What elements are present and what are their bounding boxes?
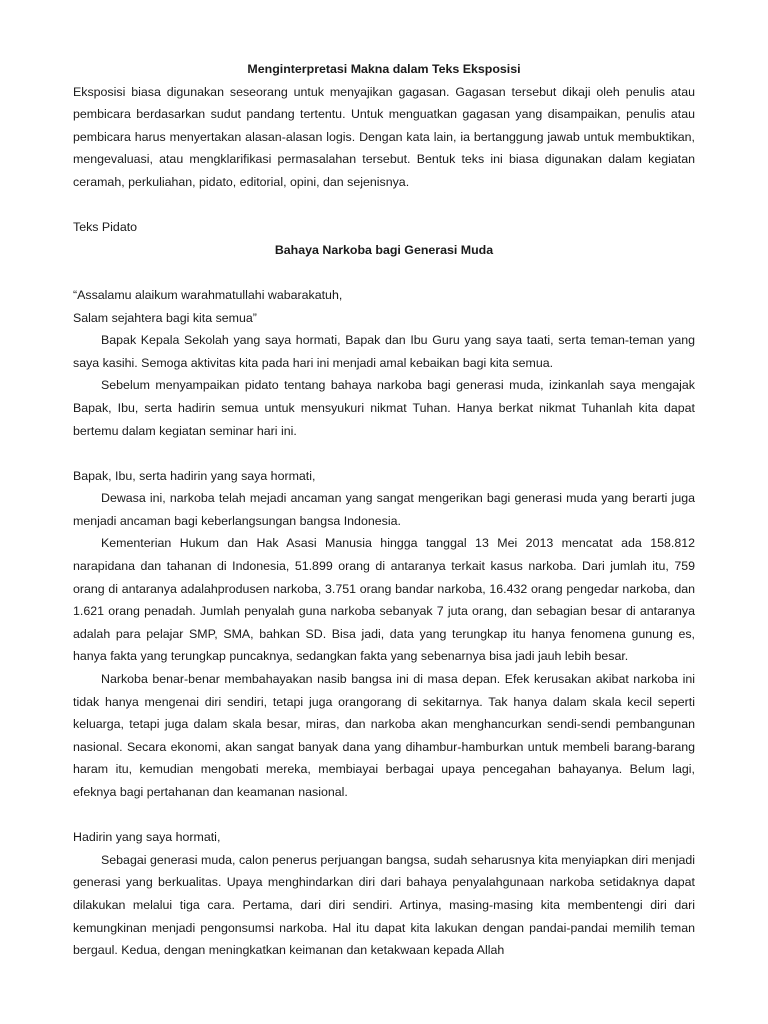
speech-paragraph-5: Narkoba benar-benar membahayakan nasib bangsa ini di masa depan. Efek kerusakan akibat narkoba ini tidak hanya mengenai diri sendiri, tetapi juga orangorang di sekitarnya. Tak hanya dalam skala kecil seperti keluarga, tetapi juga dalam skala besar, miras, dan narkoba akan menghancurkan sendi-sendi pembangunan nasional. Secara ekonomi, akan sangat banyak dana yang dihambur-hamburkan untuk membeli barang-barang haram itu, kemudian mengobati mereka, membiayai berbagai upaya pencegahan bahayanya. Belum lagi, efeknya bagi pertahanan dan keamanan nasional. — [73, 672, 695, 799]
speech-paragraph-6: Sebagai generasi muda, calon penerus perjuangan bangsa, sudah seharusnya kita menyiapkan diri menjadi generasi yang berkualitas. Upaya menghindarkan diri dari bahaya penyalahgunaan narkoba setidaknya dapat dilakukan melalui tiga cara. Pertama, dari diri sendiri. Artinya, masing-masing kita membentengi diri dari kemungkinan menjadi pengonsumsi narkoba. Hal itu dapat kita lakukan dengan pandai-pandai memilih teman bergaul. Kedua, dengan meningkatkan keimanan dan ketakwaan kepada Allah — [73, 852, 695, 958]
spacer — [73, 442, 695, 465]
spacer — [73, 804, 695, 827]
document-title: Menginterpretasi Makna dalam Teks Eksposisi — [247, 62, 521, 76]
spacer — [73, 194, 695, 217]
address-line-1: Bapak, Ibu, serta hadirin yang saya hormati, — [73, 468, 316, 483]
speech-paragraph-2: Sebelum menyampaikan pidato tentang bahaya narkoba bagi generasi muda, izinkanlah saya mengajak Bapak, Ibu, serta hadirin semua untuk mensyukuri nikmat Tuhan. Hanya berkat nikmat Tuhanlah kita dapat bertemu dalam kegiatan seminar hari ini. — [73, 378, 695, 438]
spacer — [73, 261, 695, 284]
greeting-line-2: Salam sejahtera bagi kita semua” — [73, 310, 257, 325]
address-line-2: Hadirin yang saya hormati, — [73, 830, 221, 845]
section-label: Teks Pidato — [73, 220, 138, 235]
speech-paragraph-1: Bapak Kepala Sekolah yang saya hormati, Bapak dan Ibu Guru yang saya taati, serta teman-teman yang saya kasihi. Semoga aktivitas kita pada hari ini menjadi amal kebaikan bagi kita semua. — [73, 333, 695, 370]
speech-paragraph-4: Kementerian Hukum dan Hak Asasi Manusia hingga tanggal 13 Mei 2013 mencatat ada 158.812 narapidana dan tahanan di Indonesia, 51.899 orang di antaranya terkait kasus narkoba. Dari jumlah itu, 759 orang di antaranya adalahprodusen narkoba, 3.751 orang bandar narkoba, 16.432 orang pengedar narkoba, dan 1.621 orang penadah. Jumlah penyalah guna narkoba sebanyak 7 juta orang, dan sebagian besar di antaranya adalah para pelajar SMP, SMA, bahkan SD. Bisa jadi, data yang terungkap itu hanya fenomena gunung es, hanya fakta yang terungkap puncaknya, sedangkan fakta yang sebenarnya bisa jadi jauh lebih besar. — [73, 536, 695, 664]
speech-paragraph-3: Dewasa ini, narkoba telah mejadi ancaman yang sangat mengerikan bagi generasi muda yang berarti juga menjadi ancaman bagi keberlangsungan bangsa Indonesia. — [73, 491, 695, 528]
greeting-line-1: “Assalamu alaikum warahmatullahi wabarakatuh, — [73, 287, 343, 302]
speech-title: Bahaya Narkoba bagi Generasi Muda — [274, 242, 494, 257]
intro-paragraph: Eksposisi biasa digunakan seseorang untuk menyajikan gagasan. Gagasan tersebut dikaji oleh penulis atau pembicara berdasarkan sudut pandang tertentu. Untuk menguatkan gagasan yang disampaikan, penulis atau pembicara harus menyertakan alasan-alasan logis. Dengan kata lain, ia bertanggung jawab untuk membuktikan, mengevaluasi, atau mengklarifikasi permasalahan tersebut. Bentuk teks ini biasa digunakan dalam kegiatan ceramah, perkuliahan, pidato, editorial, opini, dan sejenisnya. — [73, 84, 695, 189]
